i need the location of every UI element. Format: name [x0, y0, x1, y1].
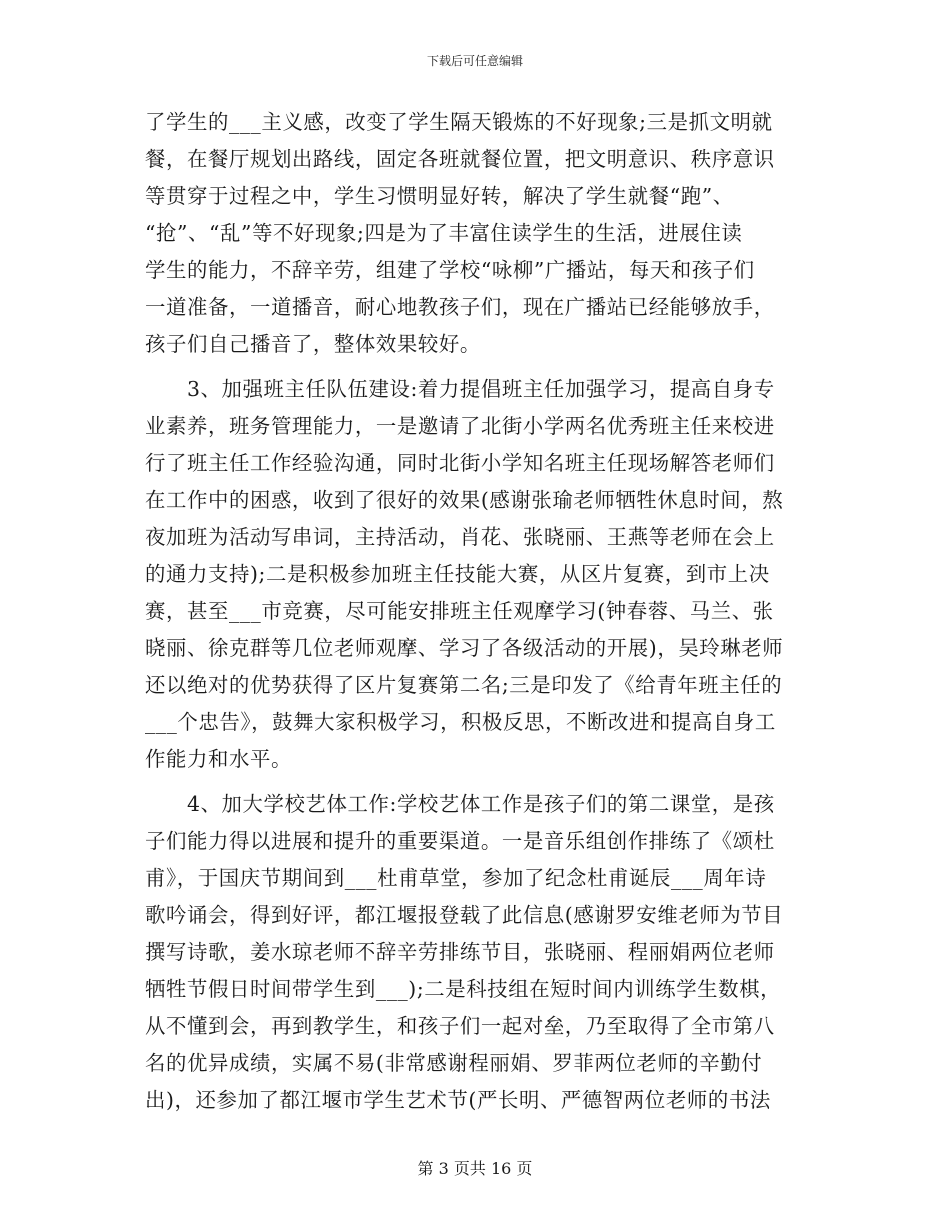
- text-line: 牺牲节假日时间带学生到___);二是科技组在短时间内训练学生数棋，: [145, 977, 782, 1001]
- text-line: 甫》，于国庆节期间到___杜甫草堂，参加了纪念杜甫诞辰___周年诗: [145, 866, 767, 890]
- page-number: 第 3 页共 16 页: [417, 1159, 533, 1178]
- text-line: 子们能力得以进展和提升的重要渠道。一是音乐组创作排练了《颂杜: [145, 829, 775, 853]
- text-line: “抢”、“乱”等不好现象;四是为了丰富住读学生的生活，进展住读: [145, 221, 743, 245]
- text-line: 晓丽、徐克群等几位老师观摩、学习了各级活动的开展)，吴玲琳老师: [145, 636, 784, 660]
- paragraph: [145, 371, 810, 778]
- text-line: 名的优异成绩，实属不易(非常感谢程丽娟、罗菲两位老师的辛勤付: [145, 1051, 763, 1075]
- text-line: 在工作中的困惑，收到了很好的效果(感谢张瑜老师牺牲休息时间，熬: [145, 488, 784, 512]
- paragraph: [145, 104, 810, 363]
- text-line: 还以绝对的优势获得了区片复赛第二名;三是印发了《给青年班主任的: [145, 673, 783, 697]
- text-line: ___个忠告》，鼓舞大家积极学习，积极反思，不断改进和提高自身工: [145, 710, 776, 734]
- text-line: 3、加强班主任队伍建设:着力提倡班主任加强学习，提高自身专: [145, 377, 775, 401]
- text-line: 行了班主任工作经验沟通，同时北街小学知名班主任现场解答老师们: [145, 451, 775, 475]
- text-line: 4、加大学校艺体工作:学校艺体工作是孩子们的第二课堂，是孩: [145, 792, 775, 816]
- text-line: 业素养，班务管理能力，一是邀请了北街小学两名优秀班主任来校进: [145, 414, 775, 438]
- text-line: 作能力和水平。: [145, 747, 292, 771]
- text-line: 的通力支持);二是积极参加班主任技能大赛，从区片复赛，到市上决: [145, 562, 770, 586]
- document-body: [145, 104, 810, 1119]
- text-line: 夜加班为活动写串词，主持活动，肖花、张晓丽、王燕等老师在会上: [145, 525, 775, 549]
- text-line: 了学生的___主义感，改变了学生隔天锻炼的不好现象;三是抓文明就: [145, 110, 773, 134]
- text-line: 出)，还参加了都江堰市学生艺术节(严长明、严德智两位老师的书法: [145, 1088, 771, 1112]
- text-line: 一道准备，一道播音，耐心地教孩子们，现在广播站已经能够放手，: [145, 295, 775, 319]
- text-line: 等贯穿于过程之中，学生习惯明显好转，解决了学生就餐“跑”、: [145, 184, 734, 208]
- text-line: 从不懂到会，再到教学生，和孩子们一起对垒，乃至取得了全市第八: [145, 1014, 775, 1038]
- text-line: 孩子们自己播音了，整体效果较好。: [145, 332, 481, 356]
- text-line: 撰写诗歌，姜水琼老师不辞辛劳排练节目，张晓丽、程丽娟两位老师: [145, 940, 775, 964]
- paragraph: [145, 786, 810, 1119]
- text-line: 歌吟诵会，得到好评，都江堰报登载了此信息(感谢罗安维老师为节目: [145, 903, 784, 927]
- text-line: 学生的能力，不辞辛劳，组建了学校“咏柳”广播站，每天和孩子们: [145, 258, 755, 282]
- page-header: 下载后可任意编辑: [426, 54, 523, 68]
- text-line: 餐，在餐厅规划出路线，固定各班就餐位置，把文明意识、秩序意识: [145, 147, 775, 171]
- text-line: 赛，甚至___市竞赛，尽可能安排班主任观摩学习(钟春蓉、马兰、张: [145, 599, 774, 623]
